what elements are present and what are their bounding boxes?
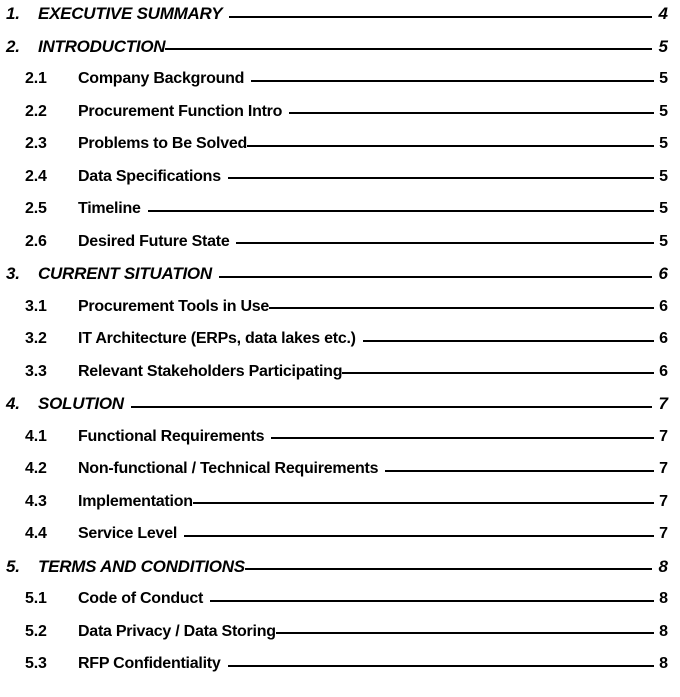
toc-leader-line — [228, 165, 654, 181]
toc-leader-line — [289, 100, 654, 116]
toc-entry[interactable] — [0, 132, 680, 165]
toc-entry[interactable] — [0, 392, 680, 425]
toc-entry-page-number: 8 — [658, 556, 668, 576]
toc-entry-title: Data Specifications — [78, 167, 221, 185]
toc-entry[interactable] — [0, 35, 680, 68]
toc-entry-number: 2.1 — [25, 70, 47, 87]
toc-entry-number: 3. — [6, 264, 20, 283]
toc-entry-number: 2.4 — [25, 167, 47, 185]
toc-entry-page-number: 5 — [659, 232, 668, 250]
toc-entry-title: Procurement Function Intro — [78, 102, 283, 120]
toc-entry-page-number: 7 — [659, 427, 668, 445]
toc-entry-title: Functional Requirements — [78, 427, 265, 445]
toc-entry[interactable] — [0, 295, 680, 328]
toc-entry-page-number: 7 — [659, 525, 668, 542]
toc-entry-page-number: 7 — [659, 460, 668, 477]
toc-leader-line — [184, 522, 654, 538]
toc-entry[interactable] — [0, 197, 680, 230]
toc-entry-page-number: 6 — [658, 264, 668, 283]
toc-entry[interactable] — [0, 2, 680, 35]
toc-leader-line — [271, 425, 654, 441]
toc-entry-number: 2.5 — [25, 200, 47, 217]
toc-entry[interactable] — [0, 652, 680, 685]
toc-leader-line — [245, 555, 652, 572]
toc-entry[interactable] — [0, 522, 680, 555]
toc-entry[interactable] — [0, 555, 680, 588]
toc-entry-title: RFP Confidentiality — [78, 655, 221, 672]
toc-entry[interactable] — [0, 230, 680, 263]
toc-entry-number: 2.2 — [25, 102, 47, 120]
toc-entry-title: Desired Future State — [78, 232, 230, 250]
toc-entry-number: 5.1 — [25, 590, 47, 607]
toc-entry-title: Procurement Tools in Use — [78, 297, 270, 315]
toc-entry-number: 2. — [6, 36, 20, 56]
toc-entry-number: 5. — [6, 556, 20, 576]
toc-entry-title: Data Privacy / Data Storing — [78, 622, 276, 640]
toc-entry[interactable] — [0, 360, 680, 393]
toc-leader-line — [276, 620, 654, 636]
toc-entry-page-number: 6 — [659, 330, 668, 347]
toc-entry-page-number: 5 — [659, 167, 668, 185]
toc-entry[interactable] — [0, 165, 680, 198]
toc-entry-title: EXECUTIVE SUMMARY — [38, 4, 223, 23]
toc-entry-number: 3.1 — [25, 297, 47, 315]
toc-entry-page-number: 5 — [659, 200, 668, 217]
toc-entry-number: 4.2 — [25, 460, 47, 477]
toc-entry[interactable] — [0, 490, 680, 523]
toc-leader-line — [148, 197, 654, 213]
toc-entry-page-number: 4 — [658, 4, 668, 23]
toc-entry-page-number: 5 — [659, 102, 668, 120]
toc-entry-number: 3.3 — [25, 362, 47, 380]
toc-entry-title: INTRODUCTION — [38, 36, 166, 56]
toc-entry-page-number: 6 — [659, 297, 668, 315]
toc-leader-line — [269, 295, 654, 311]
toc-entry-title: Code of Conduct — [78, 590, 204, 607]
toc-entry-number: 2.6 — [25, 232, 47, 250]
toc-entry-number: 5.3 — [25, 655, 47, 672]
toc-entry[interactable] — [0, 425, 680, 458]
toc-entry-number: 1. — [6, 4, 20, 23]
toc-entry-page-number: 5 — [659, 135, 668, 152]
toc-leader-line — [229, 2, 652, 19]
toc-entry-number: 3.2 — [25, 330, 47, 347]
toc-entry-title: Implementation — [78, 492, 193, 510]
toc-entry-page-number: 7 — [658, 394, 668, 413]
toc-entry-page-number: 8 — [659, 590, 668, 607]
toc-entry-page-number: 5 — [659, 70, 668, 87]
toc-entry-title: Non-functional / Technical Requirements — [78, 460, 379, 477]
toc-entry-title: Problems to Be Solved — [78, 135, 248, 152]
toc-leader-line — [385, 457, 654, 473]
toc-entry[interactable] — [0, 327, 680, 360]
toc-leader-line — [363, 327, 654, 343]
toc-leader-line — [228, 652, 654, 668]
toc-entry-title: Service Level — [78, 525, 178, 542]
toc-entry-title: Timeline — [78, 200, 141, 217]
toc-entry-number: 5.2 — [25, 622, 47, 640]
toc-entry-page-number: 8 — [659, 622, 668, 640]
toc-entry[interactable] — [0, 100, 680, 133]
toc-leader-line — [210, 587, 654, 603]
toc-entry-title: CURRENT SITUATION — [38, 264, 212, 283]
toc-entry[interactable] — [0, 67, 680, 100]
toc-entry-title: TERMS AND CONDITIONS — [38, 556, 245, 576]
toc-entry-number: 4.3 — [25, 492, 47, 510]
toc-leader-line — [236, 230, 654, 246]
toc-entry-number: 4. — [6, 394, 20, 413]
toc-entry[interactable] — [0, 587, 680, 620]
toc-leader-line — [165, 35, 652, 52]
toc-entry-number: 4.1 — [25, 427, 47, 445]
toc-leader-line — [131, 392, 652, 409]
toc-entry-page-number: 8 — [659, 655, 668, 672]
toc-entry-page-number: 7 — [659, 492, 668, 510]
toc-entry-number: 4.4 — [25, 525, 47, 542]
toc-entry-title: SOLUTION — [38, 394, 124, 413]
toc-leader-line — [247, 132, 654, 148]
toc-entry-page-number: 6 — [659, 362, 668, 380]
toc-entry-title: Company Background — [78, 70, 245, 87]
toc-entry[interactable] — [0, 457, 680, 490]
toc-entry-page-number: 5 — [658, 36, 668, 56]
toc-entry[interactable] — [0, 620, 680, 653]
toc-entry[interactable] — [0, 262, 680, 295]
toc-leader-line — [342, 360, 654, 376]
toc-entry-title: IT Architecture (ERPs, data lakes etc.) — [78, 330, 356, 347]
toc-entry-title: Relevant Stakeholders Participating — [78, 362, 343, 380]
toc-leader-line — [251, 67, 654, 83]
toc-entry-number: 2.3 — [25, 135, 47, 152]
toc-leader-line — [193, 490, 654, 506]
toc-leader-line — [219, 262, 652, 279]
